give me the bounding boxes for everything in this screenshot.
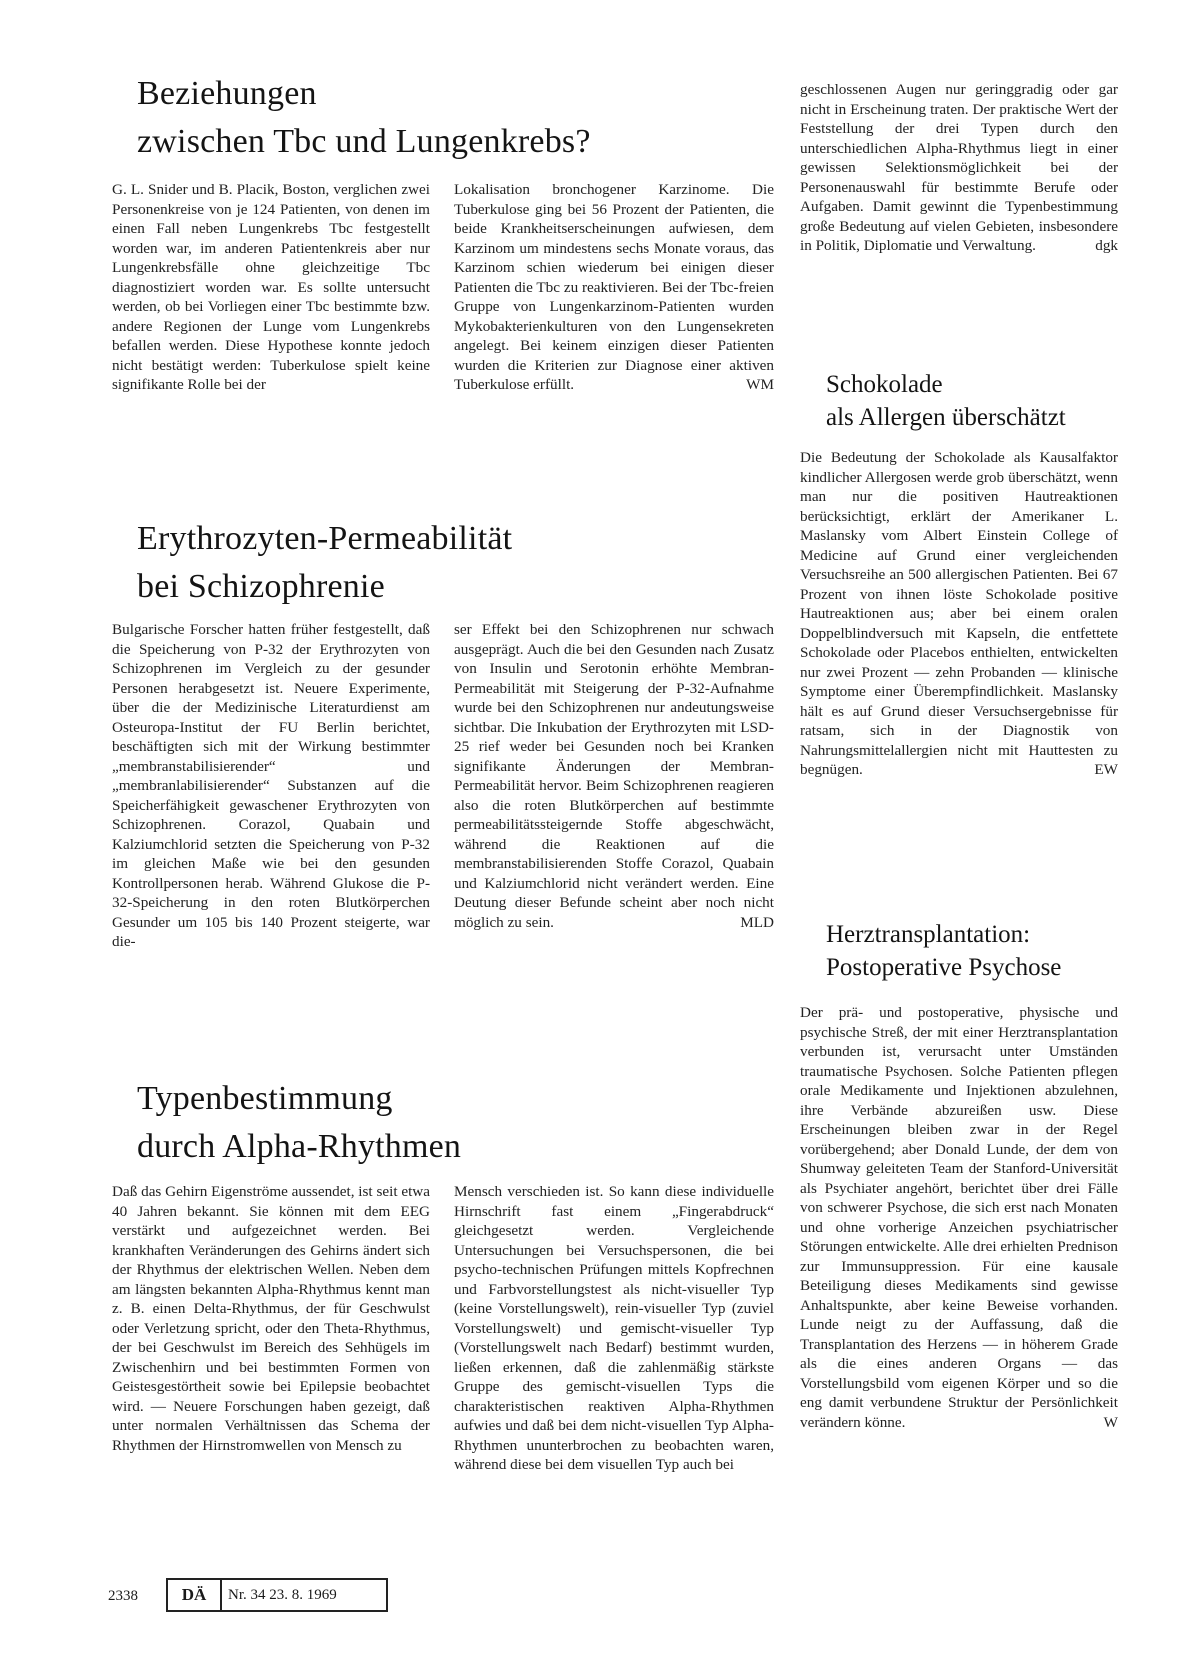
article-title-ery xyxy=(137,515,697,611)
article-body-tbc-col2 xyxy=(454,180,774,460)
body-text: Die Bedeutung der Schokolade als Kausalfaktor kindlicher Allergosen werde grob überschätzt, wenn man nur die positiven Hautreaktionen berücksichtigt, erklärt der Amerikaner L. Maslansky vom Albert Einstein College of Medicine auf Grund einer vergleichenden Versuchsreihe an 500 allergischen Patienten. Bei 67 Prozent von ihnen löste Schokolade positive Hautreaktionen aus; aber bei einem oralen Doppelblindversuch mit Kapseln, die entfettete Schokolade oder Placebos enthielten, entwickelten nur zwei Prozent — zehn Probanden — klinische Symptome einer Überempfindlichkeit. Maslansky hält es auf Grund dieser Versuchsergebnisse für ratsam, sich in der Diagnostik von Nahrungsmittelallergien nicht mit Hauttesten zu begnügen. xyxy=(800,449,1118,778)
body-text: G. L. Snider und B. Placik, Boston, verglichen zwei Personenkreise von je 124 Patienten, von denen im einen Fall neben Lungenkrebs Tbc festgestellt worden war, im anderen Patientenkreis aber nur Lungenkrebsfälle ohne gleichzeitige Tbc diagnostiziert worden war. Es sollte untersucht werden, ob bei Vorliegen einer Tbc bestimmte bzw. andere Regionen der Lunge vom Lungenkrebs befallen werden. Diese Hypothese konnte jedoch nicht bestätigt werden: Tuberkulose spielt keine signifikante Rolle bei der xyxy=(112,181,430,393)
title-line: durch Alpha-Rhythmen xyxy=(137,1128,462,1165)
page-number: 2338 xyxy=(108,1588,138,1604)
title-line: Postoperative Psychose xyxy=(826,954,1062,981)
article-body-ery-col1 xyxy=(112,620,430,1020)
article-body-typ-col3 xyxy=(800,80,1118,320)
issue-date: Nr. 34 23. 8. 1969 xyxy=(228,1586,337,1603)
journal-logo: DÄ xyxy=(168,1580,222,1610)
article-title-tbc xyxy=(137,70,697,166)
article-body-ery-col2 xyxy=(454,620,774,1020)
body-text: geschlossenen Augen nur geringgradig oder gar nicht in Erscheinung traten. Der praktische Wert der Feststellung der drei Typen durch den unterschiedlichen Alpha-Rhythmus liegt in einer gewissen Selektionsmöglichkeit bei der Personenauswahl für bestimmte Berufe oder Aufgaben. Damit gewinnt die Typenbestimmung große Bedeutung auf vielen Gebieten, insbesondere in Politik, Diplomatie und Verwaltung. xyxy=(800,81,1118,254)
article-title-herz xyxy=(826,918,1146,984)
title-line: Schokolade xyxy=(826,371,943,398)
article-body-herz xyxy=(800,1003,1118,1573)
author-signature: EW xyxy=(1094,761,1118,778)
title-line: Beziehungen xyxy=(137,75,317,112)
body-text: Bulgarische Forscher hatten früher festgestellt, daß die Speicherung von P-32 der Erythrozyten von Schizophrenen im Vergleich zu der gesunder Personen herabgesetzt ist. Neuere Experimente, über die der Medizinische Literaturdienst am Osteuropa-Institut der FU Berlin berichtet, beschäftigten sich mit der Wirkung bestimmter „membranstabilisierender“ und „membranlabilisierender“ Substanzen auf die Speicherfähigkeit gewaschener Erythrozyten von Schizophrenen. Corazol, Quabain und Kalziumchlorid setzten die Speicherung von P-32 im gleichen Maße wie bei den gesunden Kontrollpersonen herab. Während Glukose die P-32-Speicherung in den roten Blutkörperchen Gesunder um 105 bis 140 Prozent steigerte, war die- xyxy=(112,621,430,950)
article-body-tbc-col1 xyxy=(112,180,430,460)
article-body-typ-col1 xyxy=(112,1182,430,1562)
author-signature: dgk xyxy=(1095,237,1118,254)
author-signature: MLD xyxy=(740,913,774,931)
body-text: Der prä- und postoperative, physische und psychische Streß, der mit einer Herztransplantation verbunden ist, verursacht unter Umständen traumatische Psychosen. Solche Patienten pflegen orale Medikamente und Injektionen abzulehnen, ihre Verbände abzureißen usw. Diese Erscheinungen bleiben zwar in der Regel vorübergehend; aber Donald Lunde, der dem von Shumway geleiteten Team der Stanford-Universität als Psychiater angehört, berichtet über drei Fälle von schwerer Psychose, die sich erst nach Monaten und ohne vorherige Anzeichen psychiatrischer Störungen entwickelte. Alle drei erhielten Prednison zur Immunsuppression. Für eine kausale Beteiligung dieses Medikaments sind gewisse Anhaltspunkte, aber keine Beweise vorhanden. Lunde neigt zu der Auffassung, daß die Transplantation des Herzens — in höherem Grade als die eines anderen Organs — das Vorstellungsbild vom eigenen Körper und so die eng damit verbundene Struktur der Persönlichkeit verändern könne. xyxy=(800,1004,1119,1431)
journal-issue-box xyxy=(166,1578,388,1612)
body-text: ser Effekt bei den Schizophrenen nur schwach ausgeprägt. Auch die bei den Gesunden nach Zusatz von Insulin und Serotonin erhöhte Membran-Permeabilität mit Steigerung der P-32-Aufnahme wurde bei den Schizophrenen nur andeutungsweise sichtbar. Die Inkubation der Erythrozyten mit LSD-25 rief weder bei Gesunden noch bei Kranken signifikante Änderungen der Membran-Permeabilität hervor. Beim Schizophrenen reagieren also die roten Blutkörperchen auf bestimmte permeabilitätssteigernde Stoffe abgeschwächt, während die Reaktionen auf die membranstabilisierenden Stoffe Corazol, Quabain und Kalziumchlorid nicht verändert werden. Eine Deutung dieser Befunde scheint aber noch nicht möglich zu sein. xyxy=(454,621,774,931)
body-text: Mensch verschieden ist. So kann diese individuelle Hirnschrift fast einem „Fingerabdruck“ gleichgesetzt werden. Vergleichende Untersuchungen bei Versuchspersonen, die bei psycho-technischen Prüfungen mittels Kopfrechnen und Farbvorstellungstest als nicht-visueller Typ (keine Vorstellungswelt), rein-visueller Typ (zuviel Vorstellungswelt) und gemischt-visueller Typ (Vorstellungswelt nach Bedarf) bestimmt wurden, ließen erkennen, daß die zahlenmäßig stärkste Gruppe des gemischt-visuellen Typs die charakteristischen reaktiven Alpha-Rhythmen aufwies und daß bei dem nicht-visuellen Typ Alpha-Rhythmen ununterbrochen zu beobachten waren, während diese bei dem visuellen Typ auch bei xyxy=(454,1183,774,1473)
title-line: als Allergen überschätzt xyxy=(826,404,1066,431)
article-title-typ xyxy=(137,1075,697,1171)
title-line: zwischen Tbc und Lungenkrebs? xyxy=(137,123,591,160)
article-title-schoko xyxy=(826,368,1146,434)
article-body-schoko xyxy=(800,448,1118,873)
title-line: Typenbestimmung xyxy=(137,1080,393,1117)
body-text: Lokalisation bronchogener Karzinome. Die Tuberkulose ging bei 56 Prozent der Patienten, die beide Krankheitserscheinungen aufwiesen, dem Karzinom um mindestens sechs Monate voraus, das Karzinom schien wiederum bei einigen dieser Patienten die Tbc zu reaktivieren. Bei der Tbc-freien Gruppe von Lungenkarzinom-Patienten wurden Mykobakterienkulturen von den Lungensekreten angelegt. Bei keinem einzigen dieser Patienten wurden die Kriterien zur Diagnose einer aktiven Tuberkulose erfüllt. xyxy=(454,181,774,393)
body-text: Daß das Gehirn Eigenströme aussendet, ist seit etwa 40 Jahren bekannt. Sie können mit dem EEG verstärkt und aufgezeichnet werden. Bei krankhaften Veränderungen des Gehirns ändert sich der Rhythmus der elektrischen Wellen. Neben dem am längsten bekannten Alpha-Rhythmus kennt man z. B. einen Delta-Rhythmus, der für Geschwulst oder Verletzung spricht, oder den Theta-Rhythmus, der bei Geschwulst im Bereich des Sehhügels im Zwischenhirn und bei bestimmten Formen von Geistesgestörtheit sowie bei Epilepsie beobachtet wird. — Neuere Forschungen haben gezeigt, daß unter normalen Verhältnissen das Schema der Rhythmen der Hirnstromwellen von Mensch zu xyxy=(112,1183,431,1454)
title-line: Erythrozyten-Permeabilität xyxy=(137,520,513,557)
title-line: Herztransplantation: xyxy=(826,921,1031,948)
author-signature: WM xyxy=(746,376,774,393)
author-signature: W xyxy=(1103,1413,1118,1431)
article-body-typ-col2 xyxy=(454,1182,774,1562)
title-line: bei Schizophrenie xyxy=(137,568,385,605)
